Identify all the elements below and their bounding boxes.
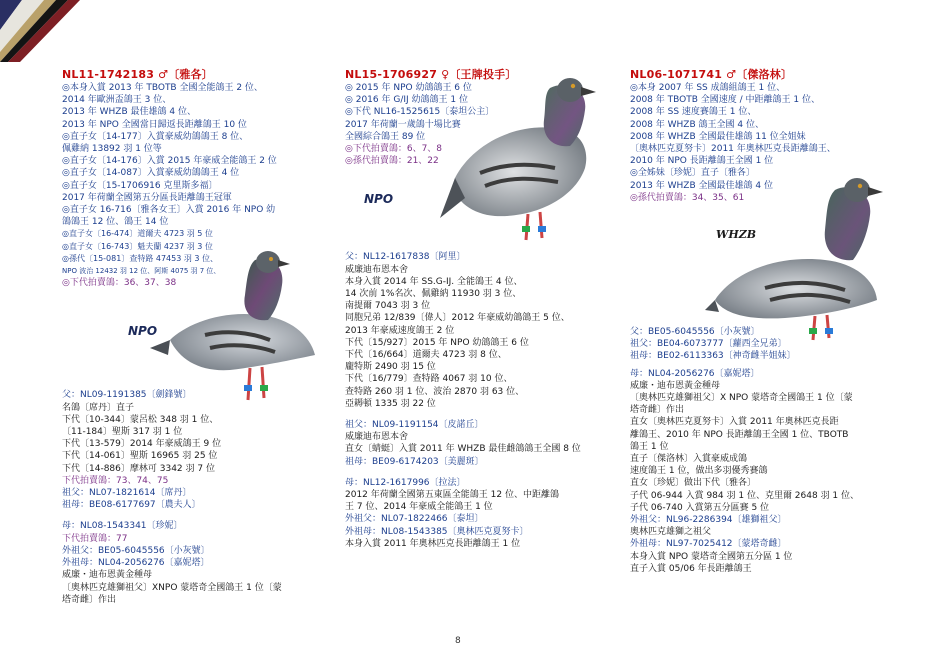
text-line: ◎直子女 16-716〔雅各女王〕入賞 2016 年 NPO 幼 xyxy=(62,205,276,216)
text-line: 外祖母：NL04-2056276〔嘉妮塔〕 xyxy=(62,558,210,569)
middle-father-section xyxy=(345,251,610,410)
text-line: 南提爾 7043 羽 3 位 xyxy=(345,301,431,312)
text-line: 直女〔奧林匹克夏努卡〕入賞 2011 年奧林匹克長距 xyxy=(630,417,839,428)
text-line: 王 7 位、2014 年豪威全能鴿王 1 位 xyxy=(345,502,493,513)
text-line: 外祖父：NL96-2286394〔雄獅祖父〕 xyxy=(630,515,787,526)
text-line: NPO 波治 12432 羽 12 位、阿斯 4075 羽 7 位、 xyxy=(62,267,221,276)
whzb-logo-right: WHZB xyxy=(716,228,757,241)
text-line: 本身入賞 2014 年 SS.G-IJ. 全能鴿王 4 位、 xyxy=(345,276,523,287)
text-line: 威廉迪布恩本舍 xyxy=(345,432,409,443)
text-line: 威廉・迪布恩黃金種母 xyxy=(630,380,721,391)
text-line: 祖父：NL09-1191154〔皮諾丘〕 xyxy=(345,420,484,431)
text-line: ◎全姊妹〔珍妮〕直子〔雅各〕 xyxy=(630,168,755,179)
text-line: 威廉迪布恩本舍 xyxy=(345,264,409,275)
text-line: 母：NL08-1543341〔珍妮〕 xyxy=(62,521,183,532)
text-line: 直女〔珍妮〕做出下代〔雅各〕 xyxy=(630,478,757,489)
text-line: 2008 年 TBOTB 全國速度 / 中距離鴿王 1 位、 xyxy=(630,95,820,106)
text-line: ◎孫代拍賣鴿：34、35、61 xyxy=(630,192,745,203)
text-line: 子代 06-740 入賞第五分區賽 5 位 xyxy=(630,502,770,513)
text-line: 2008 年 WHZB 鴿王全國 4 位、 xyxy=(630,119,764,130)
bird-title-middle: NL15-1706927 ♀〔王牌投手〕 xyxy=(345,68,517,81)
text-line: 祖母：BE02-6113363〔神奇雌半姐妹〕 xyxy=(630,351,796,362)
text-line: ◎孫代拍賣鴿：21、22 xyxy=(345,156,439,167)
npo-logo-left: NPO xyxy=(128,324,158,338)
pigeon-photo-right xyxy=(705,170,895,345)
text-line: 外祖父：NL07-1822466〔泰坦〕 xyxy=(345,514,484,525)
text-line: 下代〔13-579〕2014 年豪威鴿王 9 位 xyxy=(62,439,222,450)
text-line: 亞耨頓 1335 羽 22 位 xyxy=(345,398,436,409)
text-line: ◎本身 2007 年 SS 成鴿組鴿王 1 位、 xyxy=(630,83,786,93)
bird-title-left: NL11-1742183 ♂〔雅各〕 xyxy=(62,68,213,81)
text-line: ◎孫代〔15-081〕查特路 47453 羽 3 位、 xyxy=(62,253,219,263)
text-line: 外祖母：NL08-1543385〔奧林匹克夏努卡〕 xyxy=(345,526,529,537)
text-line: 下代拍賣鴿：77 xyxy=(62,533,128,544)
text-line: 〔奧林匹克夏努卡〕2011 年奧林匹克長距離鴿王、 xyxy=(630,144,836,155)
text-line: 〔奧林匹克雄獅祖父〕X NPO 蒙塔奇全國鴿王 1 位〔蒙 xyxy=(630,393,853,404)
right-mother-section xyxy=(630,368,902,575)
text-line: 祖父：BE04-6073777〔蘿西全兄弟〕 xyxy=(630,339,787,350)
text-line: 佩雞納 13892 羽 1 位等 xyxy=(62,144,162,155)
text-line: 下代〔16/779〕查特路 4067 羽 10 位、 xyxy=(345,374,513,385)
text-line: 2008 年 SS 速度賽鴿王 1 位、 xyxy=(630,107,757,118)
text-line: ◎ 2015 年 NPO 幼鴿鴿王 6 位 xyxy=(345,83,472,93)
text-line: 直子〔傑洛林〕入賞豪威成鴿 xyxy=(630,454,748,465)
text-line: 直子入賞 05/06 年長距離鴿王 xyxy=(630,563,752,574)
text-line: ◎直子女〔16-743〕魁夫蘭 4237 羽 3 位 xyxy=(62,241,213,251)
text-line: 下代〔14-886〕摩林可 3342 羽 7 位 xyxy=(62,463,215,474)
text-line: 祖父：NL07-1821614〔席丹〕 xyxy=(62,488,192,499)
text-line: 本身入賞 2011 年奧林匹克長距離鴿王 1 位 xyxy=(345,538,521,549)
text-line: 鴿王 1 位 xyxy=(630,441,669,452)
text-line: 2017 年荷蘭一歲鴿十場比賽 xyxy=(345,119,461,130)
middle-grandfather-section xyxy=(345,419,610,468)
text-line: 2013 年 NPO 全國當日歸返長距離鴿王 10 位 xyxy=(62,119,247,130)
text-line: 2013 年 WHZB 全國最佳雄鴿 4 位 xyxy=(630,180,773,191)
text-line: 下代〔14-061〕聖斯 16965 羽 25 位 xyxy=(62,451,218,462)
text-line: 祖母：BE08-6177697〔農夫人〕 xyxy=(62,500,201,511)
text-line: ◎下代 NL16-1525615〔泰坦公主〕 xyxy=(345,107,495,118)
text-line: 離鴿王、2010 年 NPO 長距離鴿王全國 1 位、TBOTB xyxy=(630,429,849,440)
text-line: 2010 年 NPO 長距離鴿王全國 1 位 xyxy=(630,156,774,167)
text-line: 2008 年 WHZB 全國最佳雄鴿 11 位全姐妹 xyxy=(630,131,806,142)
text-line: 2014 年歐洲盃鴿王 3 位、 xyxy=(62,95,172,106)
text-line: 2017 年荷蘭全國第五分區長距離鴿王冠軍 xyxy=(62,192,232,203)
text-line: 威廉・迪布恩黃金種母 xyxy=(62,570,153,581)
text-line: 祖母：BE09-6174203〔美麗斑〕 xyxy=(345,456,484,467)
text-line: ◎直子女〔14-177〕入賞豪威幼鴿鴿王 8 位、 xyxy=(62,131,249,142)
text-line: 同胞兄弟 12/839〔偉人〕2012 年豪威幼鴿鴿王 5 位、 xyxy=(345,313,570,324)
text-line: 全國綜合鴿王 89 位 xyxy=(345,131,426,142)
text-line: 2013 年 WHZB 最佳雄鴿 4 位、 xyxy=(62,107,196,118)
text-line: 母：NL04-2056276〔嘉妮塔〕 xyxy=(630,368,760,379)
text-line: ◎直子女〔16-474〕道爾夫 4723 羽 5 位 xyxy=(62,229,213,239)
text-line: 直女〔蜻蜓〕入賞 2011 年 WHZB 最佳雌鴿鴿王全國 8 位 xyxy=(345,444,581,455)
left-mother-section xyxy=(62,520,324,605)
text-line: 外祖母：NL97-7025412〔蒙塔奇雌〕 xyxy=(630,539,787,550)
text-line: 外祖父：BE05-6045556〔小灰號〕 xyxy=(62,545,210,556)
text-line: 14 次前 1%名次、佩雞納 11930 羽 3 位、 xyxy=(345,289,522,300)
pigeon-photo-middle xyxy=(440,68,605,248)
text-line: 〔奧林匹克雄獅祖父〕XNPO 蒙塔奇全國鴿王 1 位〔蒙 xyxy=(62,582,282,593)
text-line: 奧林匹克雄獅之祖父 xyxy=(630,527,712,538)
text-line: 父：NL12-1617838〔阿里〕 xyxy=(345,252,466,263)
text-line: 下代〔10-344〕蒙呂松 348 羽 1 位、 xyxy=(62,414,219,425)
corner-stripes-decoration xyxy=(0,0,80,62)
text-line: ◎下代拍賣鴿：6、7、8 xyxy=(345,144,443,155)
text-line: 龐特斯 2490 羽 15 位 xyxy=(345,362,436,373)
text-line: 2012 年荷蘭全國第五東區全能鴿王 12 位、中距離鴿 xyxy=(345,490,559,501)
text-line: 母：NL12-1617996〔拉法〕 xyxy=(345,477,466,488)
page-number: 8 xyxy=(455,636,461,646)
text-line: 〔11-184〕聖斯 317 羽 1 位 xyxy=(62,427,183,438)
pigeon-photo-left xyxy=(150,240,325,410)
text-line: ◎直子女〔15-1706916 克里斯多福〕 xyxy=(62,180,218,191)
text-line: 父：BE05-6045556〔小灰號〕 xyxy=(630,327,760,338)
text-line: 下代〔16/664〕道爾夫 4723 羽 8 位、 xyxy=(345,350,507,361)
text-line: 速度鴿王 1 位，做出多羽優秀賽鴿 xyxy=(630,466,768,477)
text-line: 下代拍賣鴿：73、74、75 xyxy=(62,475,169,486)
text-line: ◎本身入賞 2013 年 TBOTB 全國全能鴿王 2 位、 xyxy=(62,83,263,93)
text-line: 子代 06-944 入賞 984 羽 1 位、克里爾 2648 羽 1 位、 xyxy=(630,490,860,501)
text-line: 名鴿〔席丹〕直子 xyxy=(62,402,135,413)
text-line: ◎直子女〔14-087〕入賞豪威幼鴿鴿王 4 位 xyxy=(62,168,240,179)
text-line: 父：NL09-1191385〔劍鋒號〕 xyxy=(62,390,192,401)
text-line: ◎直子女〔14-176〕入賞 2015 年豪威全能鴿王 2 位 xyxy=(62,156,277,167)
middle-mother-section xyxy=(345,477,610,550)
text-line: 查特路 260 羽 1 位、波治 2870 羽 63 位、 xyxy=(345,386,525,397)
bird-title-right: NL06-1071741 ♂〔傑洛林〕 xyxy=(630,68,793,81)
text-line: 2013 年豪威速度鴿王 2 位 xyxy=(345,325,455,336)
npo-logo-middle: NPO xyxy=(364,192,394,206)
text-line: ◎ 2016 年 G/IJ 幼鴿鴿王 1 位 xyxy=(345,95,468,106)
text-line: ◎下代拍賣鴿：36、37、38 xyxy=(62,278,177,289)
text-line: 鴿鴿王 12 位、鴿王 14 位 xyxy=(62,217,169,228)
text-line: 塔奇雌〕作出 xyxy=(630,405,685,416)
text-line: 下代〔15/927〕2015 年 NPO 幼鴿鴿王 6 位 xyxy=(345,337,529,348)
text-line: 本身入賞 NPO 蒙塔奇全國第五分區 1 位 xyxy=(630,551,793,562)
text-line: 塔奇雌〕作出 xyxy=(62,594,117,605)
